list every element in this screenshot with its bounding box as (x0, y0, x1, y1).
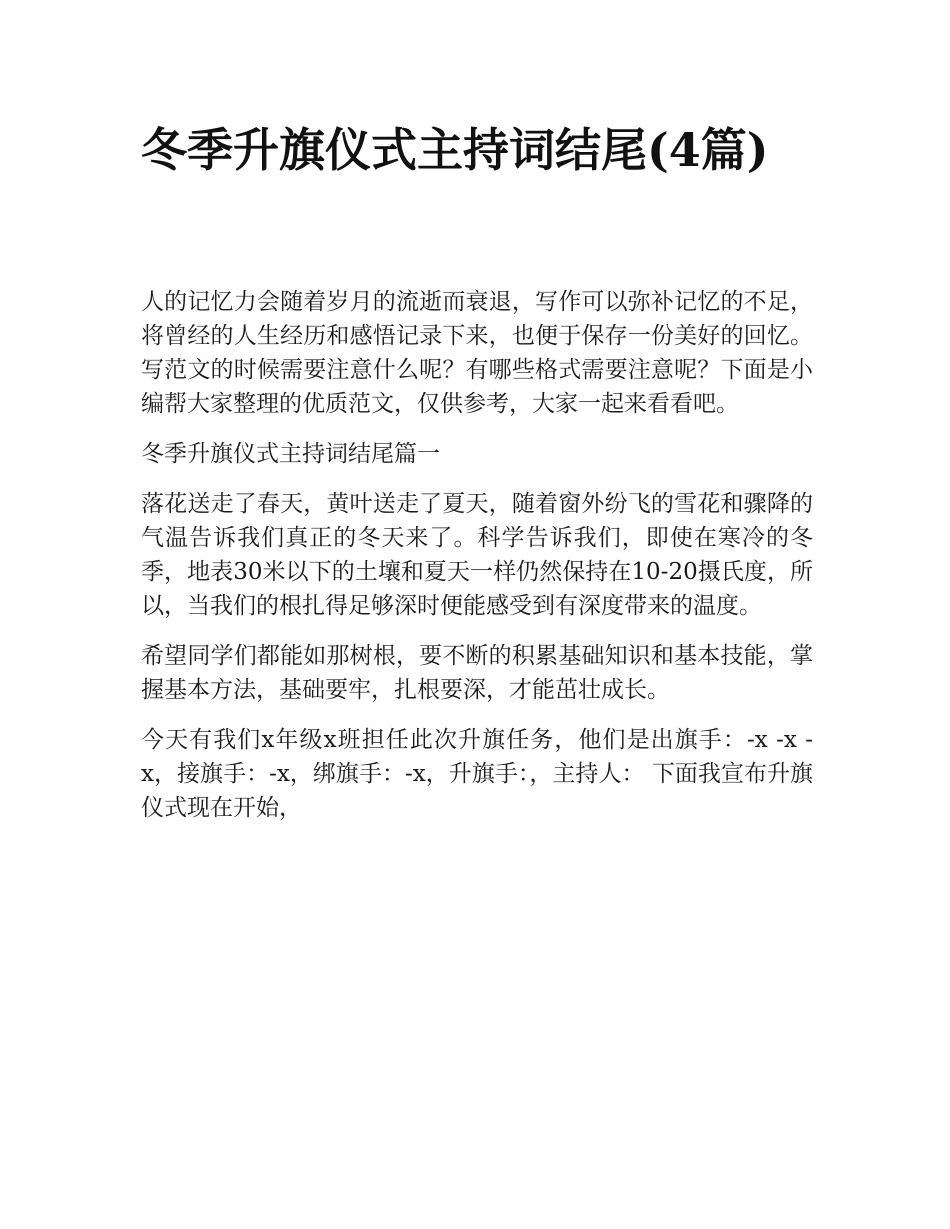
body-paragraph: 希望同学们都能如那树根，要不断的积累基础知识和基本技能，掌握基本方法，基础要牢，扎根要深，才能茁壮成长。 (141, 643, 813, 703)
document-body (141, 285, 813, 841)
document-title: 冬季升旗仪式主持词结尾(4篇) (141, 123, 769, 177)
intro-paragraph: 人的记忆力会随着岁月的流逝而衰退，写作可以弥补记忆的不足，将曾经的人生经历和感悟记录下来，也便于保存一份美好的回忆。写范文的时候需要注意什么呢？有哪些格式需要注意呢？下面是小编帮大家整理的优质范文，仅供参考，大家一起来看看吧。 (141, 289, 813, 417)
body-paragraph: 今天有我们x年级x班担任此次升旗任务，他们是出旗手：-x -x -x，接旗手：-x，绑旗手：-x，升旗手：，主持人： 下面我宣布升旗仪式现在开始， (141, 727, 813, 821)
section-heading: 冬季升旗仪式主持词结尾篇一 (141, 441, 440, 467)
body-paragraph: 落花送走了春天，黄叶送走了夏天，随着窗外纷飞的雪花和骤降的气温告诉我们真正的冬天来了。科学告诉我们，即使在寒冷的冬季，地表30米以下的土壤和夏天一样仍然保持在10-20摄氏度，所以，当我们的根扎得足够深时便能感受到有深度带来的温度。 (141, 491, 813, 619)
